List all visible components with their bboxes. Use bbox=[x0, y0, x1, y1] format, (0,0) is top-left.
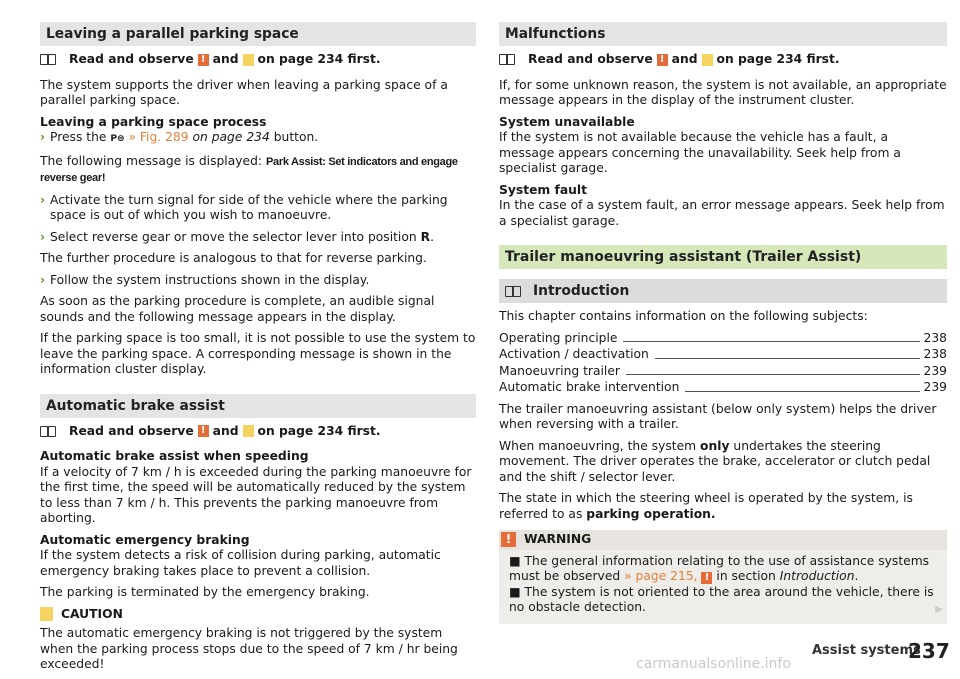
right-column bbox=[499, 22, 947, 624]
toc-row[interactable] bbox=[499, 380, 947, 396]
paragraph: The following message is displayed: Park Assist: Set indicators and engage reverse gear! bbox=[40, 153, 458, 184]
warning-body bbox=[499, 550, 947, 616]
paragraph: The further procedure is analogous to that for reverse parking. bbox=[40, 251, 427, 265]
page-link[interactable]: » page 215, bbox=[624, 569, 698, 583]
subheading: Leaving a parking space process bbox=[40, 114, 267, 129]
paragraph: If the parking space is too small, it is not possible to use the system to leave the parking space. A corresponding message is shown in the information cluster display. bbox=[40, 331, 476, 376]
toc-leader bbox=[655, 358, 920, 359]
paragraph: If the system detects a risk of collision during parking, automatic emergency braking takes place to prevent a collision. bbox=[40, 548, 441, 578]
paragraph: In the case of a system fault, an error message appears. Seek help from a specialist garage. bbox=[499, 198, 945, 228]
caution-text: The automatic emergency braking is not triggered by the system when the parking process stops due to the speed of 7 km / hr being exceeded! bbox=[40, 626, 458, 671]
caution-icon bbox=[243, 54, 254, 66]
bullet-item: › Press the P⊜ » Fig. 289 on page 234 button. bbox=[40, 130, 476, 148]
section-title-brake-assist: Automatic brake assist bbox=[40, 394, 476, 418]
toc-page: 239 bbox=[923, 380, 947, 394]
warning-icon: ! bbox=[657, 54, 668, 66]
section-title-introduction: Introduction bbox=[499, 279, 947, 303]
warning-icon: ! bbox=[501, 532, 516, 547]
subheading: System unavailable bbox=[499, 114, 635, 129]
caution-icon bbox=[40, 607, 53, 621]
toc-row[interactable] bbox=[499, 347, 947, 363]
toc-label: Activation / deactivation bbox=[499, 347, 649, 361]
paragraph: The parking is terminated by the emergency braking. bbox=[40, 585, 370, 599]
bullet-item: › Activate the turn signal for side of the vehicle where the parking space is out of which you wish to manoeuvre. bbox=[40, 192, 448, 222]
read-observe-line: Read and observe ! and on page 234 first. bbox=[40, 52, 476, 68]
subheading: Automatic emergency braking bbox=[40, 532, 250, 547]
warning-heading: ! WARNING bbox=[499, 530, 947, 550]
section-title-trailer-assist: Trailer manoeuvring assistant (Trailer Assist) bbox=[499, 245, 947, 269]
paragraph: When manoeuvring, the system only undertakes the steering movement. The driver operates the brake, accelerator or clutch pedal and the shift / selector lever. bbox=[499, 438, 931, 484]
section-title-malfunctions: Malfunctions bbox=[499, 22, 947, 46]
toc-list bbox=[499, 331, 947, 396]
toc-page: 239 bbox=[923, 363, 947, 378]
paragraph: This chapter contains information on the following subjects: bbox=[499, 309, 868, 323]
paragraph: If, for some unknown reason, the system is not available, an appropriate message appears in the display of the instrument cluster. bbox=[499, 77, 947, 107]
caution-icon bbox=[243, 425, 254, 437]
chevron-right-icon: › bbox=[40, 229, 46, 244]
paragraph: If a velocity of 7 km / h is exceeded during the parking manoeuvre for the first time, the speed will be automatically reduced by the system to less than 7 km / h. This prevents the parking manoeuvre from aborting. bbox=[40, 464, 472, 525]
chevron-right-icon: › bbox=[40, 272, 46, 287]
bullet-item: › Select reverse gear or move the selector lever into position R. bbox=[40, 229, 434, 244]
toc-row[interactable] bbox=[499, 364, 947, 380]
left-column bbox=[40, 22, 476, 679]
subheading: System fault bbox=[499, 182, 587, 197]
paragraph: As soon as the parking procedure is complete, an audible signal sounds and the following message appears in the display. bbox=[40, 294, 435, 324]
chevron-right-icon: › bbox=[40, 130, 46, 144]
warning-icon: ! bbox=[198, 425, 209, 437]
warning-item: ■ The general information relating to the use of assistance systems must be observed » page 215, ! in section Introduction. bbox=[509, 553, 930, 583]
bullet-item: › Follow the system instructions shown in the display. bbox=[40, 272, 370, 287]
book-icon bbox=[499, 54, 515, 65]
paragraph: The state in which the steering wheel is operated by the system, is referred to as parking operation. bbox=[499, 491, 913, 521]
toc-row[interactable] bbox=[499, 331, 947, 347]
toc-leader bbox=[623, 341, 919, 342]
book-icon bbox=[40, 54, 56, 65]
watermark: carmanualsonline.info bbox=[636, 656, 791, 672]
toc-leader bbox=[685, 391, 919, 392]
toc-label: Operating principle bbox=[499, 330, 618, 345]
toc-label: Manoeuvring trailer bbox=[499, 363, 620, 378]
warning-icon: ! bbox=[198, 54, 209, 66]
book-icon bbox=[40, 426, 56, 437]
toc-page: 238 bbox=[923, 330, 947, 345]
warning-item: ■ The system is not oriented to the area around the vehicle, there is no obstacle detection. bbox=[509, 584, 934, 614]
read-observe-line: Read and observe ! and on page 234 first. bbox=[40, 424, 476, 440]
page-number: 237 bbox=[908, 639, 950, 663]
read-observe-line: Read and observe ! and on page 234 first. bbox=[499, 52, 947, 68]
toc-label: Automatic brake intervention bbox=[499, 380, 680, 394]
display-message: Park Assist: Set indicators and engage reverse gear! bbox=[40, 155, 458, 184]
warning-box bbox=[499, 530, 947, 624]
section-title-leaving-parking: Leaving a parallel parking space bbox=[40, 22, 476, 46]
park-button-icon: P⊜ bbox=[110, 134, 125, 144]
warning-icon: ! bbox=[701, 572, 712, 584]
toc-page: 238 bbox=[923, 347, 947, 361]
subheading: Automatic brake assist when speeding bbox=[40, 449, 309, 463]
book-icon bbox=[505, 286, 521, 297]
figure-link[interactable]: » Fig. 289 bbox=[128, 130, 189, 144]
paragraph: If the system is not available because the vehicle has a fault, a message appears concerning the unavailability. Seek help from a specialist garage. bbox=[499, 130, 901, 175]
paragraph: The trailer manoeuvring assistant (below only system) helps the driver when reversing with a trailer. bbox=[499, 401, 937, 431]
caution-icon bbox=[702, 54, 713, 66]
toc-leader bbox=[626, 374, 920, 375]
continue-arrow-icon: ▶ bbox=[935, 604, 943, 615]
footer-section: Assist systems bbox=[812, 643, 921, 658]
caution-heading: CAUTION bbox=[40, 607, 476, 623]
chevron-right-icon: › bbox=[40, 192, 46, 207]
paragraph: The system supports the driver when leaving a parking space of a parallel parking space. bbox=[40, 77, 448, 107]
